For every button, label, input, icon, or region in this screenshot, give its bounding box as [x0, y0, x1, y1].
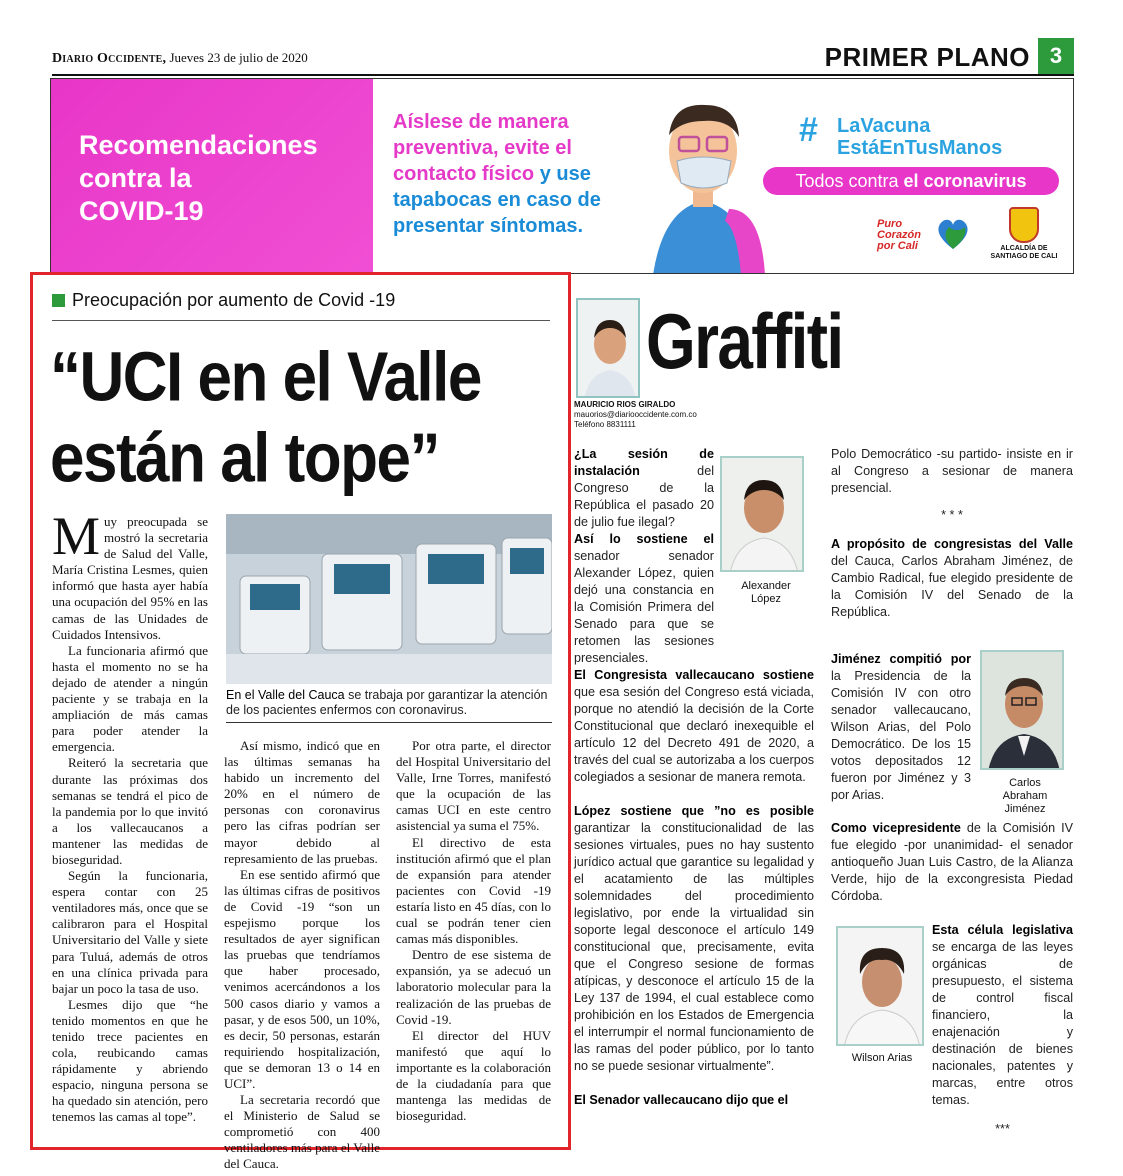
banner-line-1: Recomendaciones: [79, 130, 318, 160]
graffiti-column-2b: [831, 651, 971, 821]
graffiti-column-2c: [831, 820, 1073, 922]
article-paragraph: La funcionaria afirmó que hasta el momento no se ha dejado de atender a ningún paciente y se trabaja en la ampliación de más camas para poder atender la emergencia.: [52, 642, 208, 755]
graffiti-item: [574, 803, 814, 1075]
wilson-arias-caption: Wilson Arias: [851, 1052, 913, 1064]
alcaldia-cali-logo: [981, 207, 1067, 273]
article-paragraph: Reiteró la secretaria que durante las próximas dos semanas se tendrá el pico de la pandemia por lo que invitó a los vallecaucanos a mantener las medidas de bioseguridad.: [52, 755, 208, 867]
wilson-arias-portrait: [838, 928, 924, 1046]
article-headline: “UCI en el Valle están al tope”: [50, 339, 481, 498]
article-paragraph: Dentro de ese sistema de expansión, ya se adecuó un laboratorio molecular para la realización de las pruebas de Covid -19.: [396, 947, 551, 1027]
graffiti-item: [932, 922, 1073, 1109]
puro-corazon-logo: [871, 213, 971, 263]
issue-date: Jueves 23 de julio de 2020: [166, 50, 308, 65]
item-lead: ¿La sesión de instalación: [574, 447, 714, 478]
article-paragraph: El directivo de esta institución afirmó que el plan de expansión para atender pacientes con Covid -19 estaría listo en 45 días, con lo cual se podrán tener cien camas más disponibles.: [396, 834, 551, 947]
article-column-2: [224, 738, 380, 1173]
item-text: que esa sesión del Congreso está viciada, porque no atendió la decisión de la Corte Constitucional que declaró inexequible el artículo 12 del Decreto 491 de 2020, a través del cual se autorizaba a los cuerpos colegiados a sesionar de manera remota.: [574, 685, 814, 784]
puro-corazon-logo-text: Puro Corazón por Cali: [877, 218, 921, 252]
separator-stars: * * *: [941, 508, 963, 522]
hashtag-line-2: EstáEnTusManos: [837, 137, 1003, 159]
article-paragraph: El director del HUV manifestó que aquí lo importante es la colaboración de la ciudadanía para que mantenga las medidas de bioseguridad.: [396, 1027, 551, 1124]
slogan-bold: el coronavirus: [903, 171, 1027, 191]
graffiti-column-1b: [574, 531, 786, 684]
hashtag-line-1: LaVacuna: [837, 115, 931, 137]
article-column-3: [396, 738, 551, 1124]
item-lead: Como vicepresidente: [831, 821, 961, 835]
article-paragraph: [52, 506, 208, 643]
item-text: la Presidencia de la Comisión IV con otro senador vallecaucano, Wilson Arias, del Polo Democrático. De los 15 votos depositados 12 fueron por Jiménez y 3 por Arias.: [831, 669, 971, 802]
photo-caption: [226, 688, 552, 718]
columnist-byline: [574, 400, 697, 430]
banner-line-2: contra la: [79, 163, 192, 193]
item-lead: Así lo sostiene el: [574, 532, 714, 546]
graffiti-item: [831, 820, 1073, 905]
separator-stars: ***: [995, 1122, 1010, 1136]
alexander-lopez-caption: Alexander López: [741, 580, 791, 605]
item-lead: El Senador vallecaucano dijo que el: [574, 1093, 789, 1107]
item-lead: Jiménez compitió por: [831, 652, 971, 666]
coat-of-arms-icon: [1009, 207, 1039, 243]
section-title: PRIMER PLANO: [824, 42, 1030, 72]
graffiti-column-2d: [932, 922, 1073, 1155]
graffiti-item: [574, 531, 714, 667]
graffiti-column-1c: [574, 667, 814, 1126]
graffiti-title: Graffiti: [646, 297, 843, 385]
covid-banner-ad: [50, 78, 1074, 274]
drop-cap: M: [52, 506, 101, 566]
banner-slogan-pill: [763, 167, 1059, 195]
graffiti-item: [574, 1092, 814, 1109]
item-text: del Congreso de la República el pasado 20 de julio fue ilegal?: [574, 464, 714, 529]
item-lead: El Congresista vallecaucano sostiene: [574, 668, 814, 682]
item-text: de la Comisión IV fue elegido -por unanimidad- el senador antioqueño Juan Luis Castro, de la Alianza Verde, hijo de la excongresista Piedad Córdoba.: [831, 821, 1073, 903]
banner-message-blue: y use tapabocas en caso de presentar síntomas.: [393, 163, 601, 237]
kicker-divider: [52, 320, 550, 321]
columnist-name: MAURICIO RIOS GIRALDO: [574, 400, 676, 409]
banner-line-3: COVID-19: [79, 196, 204, 226]
caption-text: se trabaja por garantizar la atención de los pacientes enfermos con coronavirus.: [226, 688, 548, 717]
ventilators-photo: [226, 514, 552, 684]
paper-name: Diario Occidente,: [52, 51, 167, 66]
columnist-portrait: [578, 300, 640, 398]
banner-recommendations-title: [79, 129, 369, 228]
heart-icon: [935, 217, 971, 251]
page-number: 3: [1038, 38, 1074, 74]
article-paragraph: Por otra parte, el director del Hospital Universitario del Valle, Irne Torres, manifestó que la ocupación de las camas UCI en este centro asistencial ya suma el 75%.: [396, 738, 551, 834]
kicker-text: Preocupación por aumento de Covid -19: [72, 290, 396, 310]
columnist-photo: [576, 298, 640, 398]
slogan-text: Todos contra: [795, 171, 904, 191]
item-lead: A propósito de congresistas del Valle: [831, 537, 1073, 551]
article-paragraph: Así mismo, indicó que en las últimas semanas ha habido un incremento del 20% en el número de personas con coronavirus pero las cifras podrían ser mayor debido al represamiento de las pruebas.: [224, 738, 380, 866]
item-text: garantizar la constitucionalidad de las sesiones virtuales, pues no hay sustento jurídico actual que garantice su legalidad y el acatamiento de las múltiples solemnidades del procedimiento legislativo, por ende la virtualidad sin soporte legal desconoce el artículo 149 constitucional que, precisamente, evita que el Congreso sesione de formas atípicas, y desconoce el artículo 15 de la Ley 137 de 1994, el cual establece como prohibición en los Estados de Emergencia el interrumpir el normal funcionamiento de las ramas del poder público, por lo tanto no se puede sesionar virtualmente”.: [574, 821, 814, 1073]
hashtag-symbol: #: [799, 111, 818, 149]
columnist-email: mauorios@diariooccidente.com.co: [574, 410, 697, 419]
caption-lead: En el Valle del Cauca: [226, 688, 345, 702]
article-paragraph: En ese sentido afirmó que las últimas cifras de positivos de Covid -19 “son un espejismo porque los resultados de ayer significan las pruebas que tendríamos que haber procesado, venimos acercándonos a los 500 casos diario y vamos a pasar, y de esos 500, un 10%, es decir, 50 personas, estarán requiriendo hospitalización, que se demoran 13 o 14 en UCI”.: [224, 866, 380, 1091]
article-paragraph: Según la funcionaria, espera contar con 25 ventiladores más, once que se calibraron para el Hospital Universitario del Valle y siete para Tuluá, además de otros en una clínica privada para bajar un poco la tasa de uso.: [52, 868, 208, 996]
graffiti-item: [831, 651, 971, 804]
item-text: senador senador Alexander López, quien dejó una constancia en la Comisión Primera del Senado para que se retomen las sesiones presenciales.: [574, 549, 714, 665]
item-lead: López sostiene que ”no es posible: [574, 804, 814, 818]
graffiti-item: [831, 536, 1073, 621]
item-lead: Esta célula legislativa: [932, 923, 1073, 937]
masked-person-illustration: [633, 89, 773, 274]
article-kicker: [52, 290, 395, 311]
item-text: se encarga de las leyes orgánicas de presupuesto, el sistema de control fiscal financiero, la enajenación y destinación de bienes nacionales, patentes y marcas, entre otros temas.: [932, 940, 1073, 1107]
banner-hashtag: [799, 111, 1049, 159]
paper-dateline: [52, 50, 308, 67]
item-text: del Cauca, Carlos Abraham Jiménez, de Cambio Radical, fue elegido presidente de la Comisión IV del Senado de la República.: [831, 554, 1073, 619]
columnist-phone: Teléfono 8831111: [574, 420, 636, 429]
banner-message-pink: Aíslese de manera preventiva, evite el contacto físico: [393, 111, 572, 185]
graffiti-column-2a: [831, 446, 1073, 638]
banner-message: [393, 109, 643, 239]
carlos-jimenez-portrait: [982, 652, 1064, 770]
carlos-jimenez-photo: [980, 650, 1064, 770]
paragraph-text: uy preocupada se mostró la secretaria de Salud del Valle, María Cristina Lesmes, quien informó que hasta ayer había una ocupación del 95% en las camas de las Unidades de Cuidados Intensivos.: [52, 514, 208, 642]
alcaldia-logo-text: ALCALDÍA DE SANTIAGO DE CALI: [990, 245, 1058, 260]
graffiti-item: [574, 667, 814, 786]
masthead: [52, 42, 1074, 76]
article-paragraph: La secretaria recordó que el Ministerio de Salud se comprometió con 400 ventiladores más para el Valle del Cauca.: [224, 1092, 380, 1172]
graffiti-item: [574, 446, 714, 531]
carlos-jimenez-caption: Carlos Abraham Jiménez: [1002, 777, 1048, 815]
wilson-arias-photo: [836, 926, 924, 1046]
kicker-square-icon: [52, 294, 65, 307]
article-column-1: [52, 506, 208, 1126]
graffiti-item: Polo Democrático -su partido- insiste en ir al Congreso a sesionar de manera presencial.: [831, 447, 1073, 495]
caption-divider: [226, 722, 552, 723]
article-paragraph: Lesmes dijo que “he tenido momentos en que he tenido trece pacientes en cola, reubicando camas rápidamente y abriendo espacio, ninguna persona se ha quedado sin atención, pero tenemos las camas al tope”.: [52, 996, 208, 1125]
